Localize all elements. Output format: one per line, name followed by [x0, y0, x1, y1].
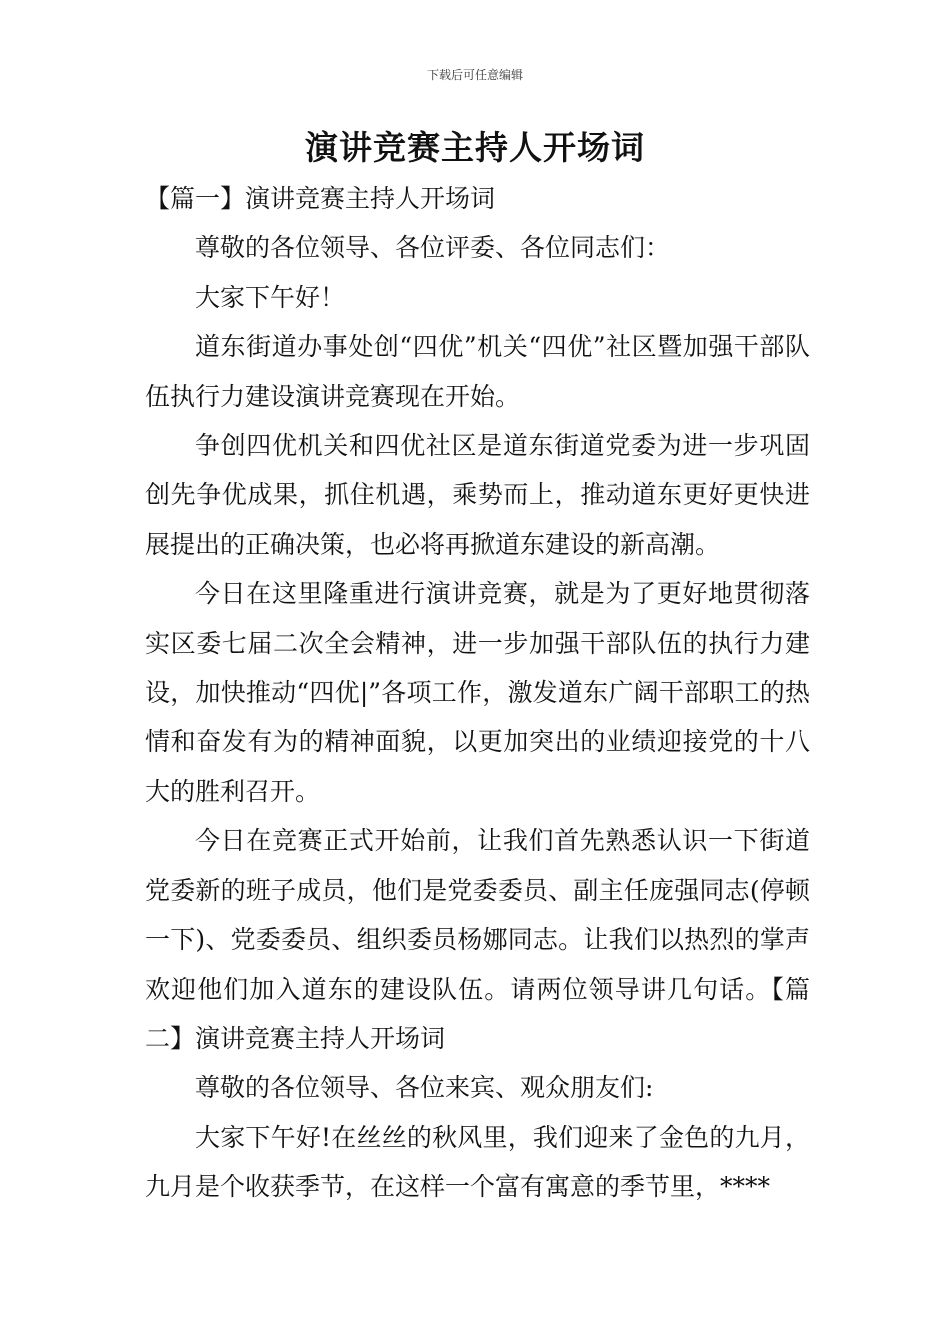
paragraph: 大家下午好!在丝丝的秋风里，我们迎来了金色的九月，九月是个收获季节，在这样一个富有寓意的季节里，**** — [145, 1122, 810, 1202]
paragraph: 道东街道办事处创“四优”机关“四优”社区暨加强干部队伍执行力建设演讲竞赛现在开始。 — [145, 332, 810, 411]
paragraph: 尊敬的各位领导、各位评委、各位同志们： — [195, 233, 671, 263]
paragraph: 尊敬的各位领导、各位来宾、观众朋友们: — [195, 1073, 654, 1103]
paragraph: 今日在竞赛正式开始前，让我们首先熟悉认识一下街道党委新的班子成员，他们是党委委员、副主任庞强同志(停顿一下)、党委委员、组织委员杨娜同志。让我们以热烈的掌声欢迎他们加入道东的建设队伍。请两位领导讲几句话。 — [145, 826, 810, 1004]
paragraph: 今日在这里隆重进行演讲竞赛，就是为了更好地贯彻落实区委七届二次全会精神，进一步加强干部队伍的执行力建设，加快推动“四优|”各项工作，激发道东广阔干部职工的热情和奋发有为的精神面貌，以更加突出的业绩迎接党的十八大的胜利召开。 — [145, 579, 810, 806]
document-title: 演讲竞赛主持人开场词 — [305, 128, 645, 167]
section-heading-2: 【篇二】演讲竞赛主持人开场词 — [145, 974, 810, 1053]
paragraph: 大家下午好！ — [195, 282, 346, 312]
paragraph-with-heading — [145, 816, 810, 1063]
section-heading-1: 【篇一】演讲竞赛主持人开场词 — [145, 184, 496, 213]
document-body — [145, 174, 810, 1212]
header-note: 下载后可任意编辑 — [426, 68, 523, 82]
paragraph: 争创四优机关和四优社区是道东街道党委为进一步巩固创先争优成果，抓住机遇，乘势而上，推动道东更好更快进展提出的正确决策，也必将再掀道东建设的新高潮。 — [145, 431, 810, 559]
